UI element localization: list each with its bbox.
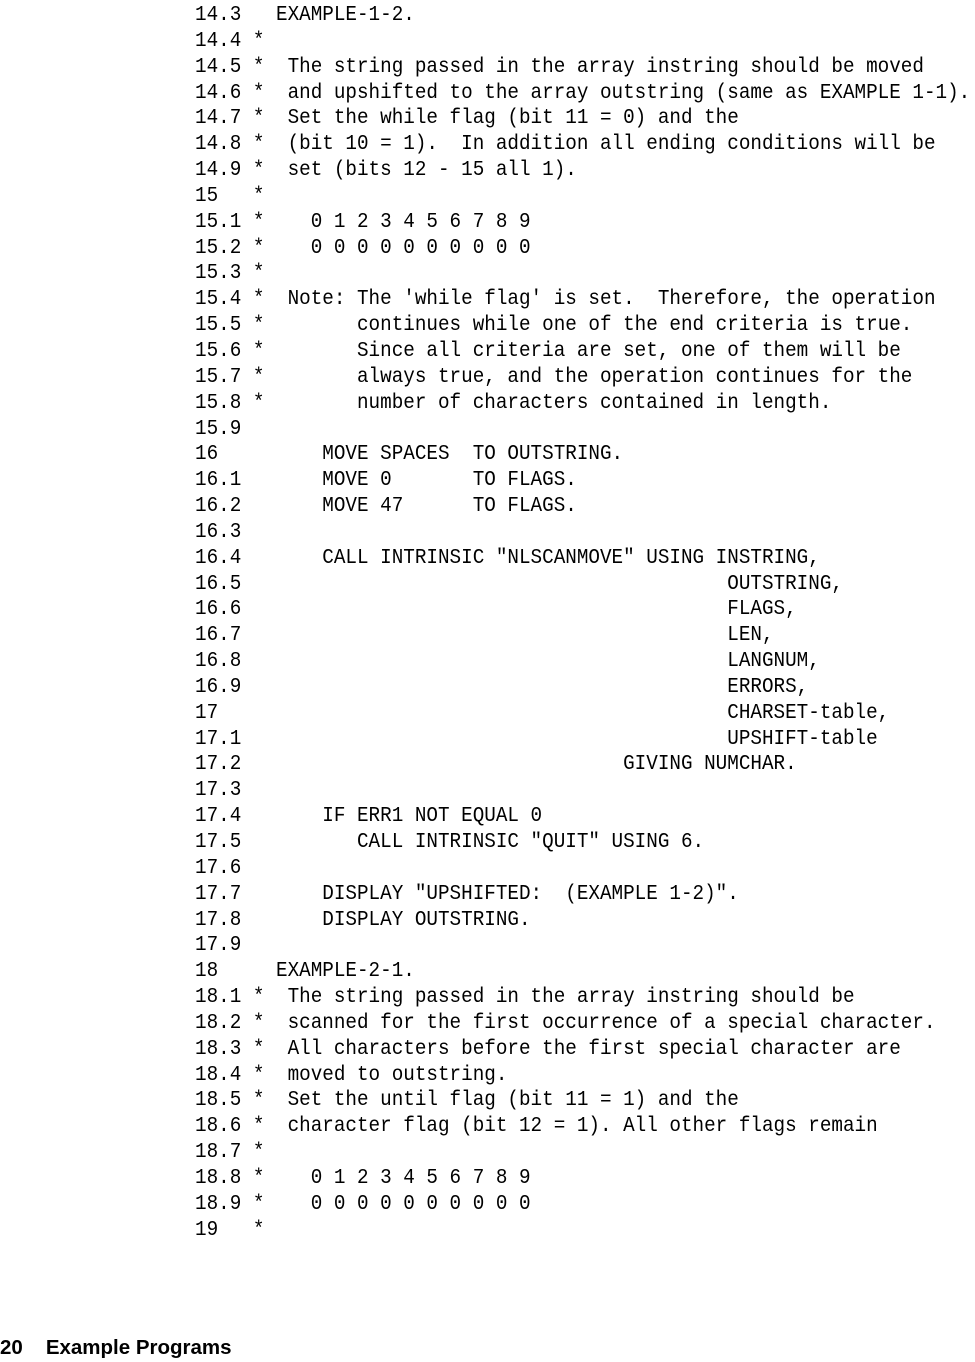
code-line: 18.7 * [195, 1139, 265, 1164]
code-line: 18 EXAMPLE-2-1. [195, 958, 415, 983]
code-line: 14.6 * and upshifted to the array outstring (same as EXAMPLE 1-1). [195, 79, 971, 105]
code-line: 16.2 MOVE 47 TO FLAGS. [195, 493, 577, 518]
code-line: 15.8 * number of characters contained in length. [195, 389, 832, 415]
code-line: 18.4 * moved to outstring. [195, 1061, 508, 1087]
code-line: 18.3 * All characters before the first special character are [195, 1035, 901, 1061]
code-line: 17.9 [195, 932, 242, 958]
code-line: 15.6 * Since all criteria are set, one of them will be [195, 338, 901, 363]
footer-section-title: Example Programs [45, 1336, 232, 1359]
code-line: 16.6 FLAGS, [195, 596, 797, 622]
code-line: 17.6 [195, 854, 242, 880]
code-line: 16.1 MOVE 0 TO FLAGS. [195, 467, 577, 492]
code-line: 14.9 * set (bits 12 - 15 all 1). [195, 157, 577, 182]
page-number: 20 [0, 1336, 23, 1359]
code-line: 17.5 CALL INTRINSIC "QUIT" USING 6. [195, 829, 705, 854]
code-line: 18.2 * scanned for the first occurrence of a special character. [195, 1010, 936, 1035]
code-line: 16.7 LEN, [195, 622, 774, 648]
code-line: 17.4 IF ERR1 NOT EQUAL 0 [195, 803, 543, 828]
code-listing [195, 1, 970, 1242]
code-line: 14.5 * The string passed in the array instring should be moved [195, 53, 924, 79]
code-line: 15.5 * continues while one of the end criteria is true. [195, 312, 913, 337]
code-line: 15.9 [195, 415, 242, 441]
code-line: 15 * [195, 183, 265, 208]
code-line: 16.4 CALL INTRINSIC "NLSCANMOVE" USING INSTRING, [195, 544, 820, 570]
code-line: 15.4 * Note: The 'while flag' is set. Therefore, the operation [195, 286, 936, 312]
code-line: 18.6 * character flag (bit 12 = 1). All other flags remain [195, 1113, 878, 1139]
code-line: 15.3 * [195, 260, 265, 286]
code-line: 18.1 * The string passed in the array instring should be [195, 984, 855, 1009]
page-footer [0, 1336, 232, 1360]
code-line: 16.8 LANGNUM, [195, 648, 820, 673]
code-line: 14.8 * (bit 10 = 1). In addition all ending conditions will be [195, 131, 936, 156]
code-line: 18.5 * Set the until flag (bit 11 = 1) and the [195, 1087, 739, 1113]
code-line: 15.2 * 0 0 0 0 0 0 0 0 0 0 [195, 234, 531, 260]
code-line: 17.8 DISPLAY OUTSTRING. [195, 906, 531, 932]
code-line: 17.1 UPSHIFT-table [195, 725, 878, 751]
code-line: 17.7 DISPLAY "UPSHIFTED: (EXAMPLE 1-2)". [195, 880, 739, 906]
code-line: 18.8 * 0 1 2 3 4 5 6 7 8 9 [195, 1165, 531, 1190]
code-line: 17.3 [195, 777, 242, 803]
code-line: 15.7 * always true, and the operation continues for the [195, 363, 913, 389]
code-line: 15.1 * 0 1 2 3 4 5 6 7 8 9 [195, 208, 531, 234]
code-line: 17 CHARSET-table, [195, 699, 890, 725]
code-line: 14.7 * Set the while flag (bit 11 = 0) and the [195, 105, 739, 131]
code-line: 16.3 [195, 518, 242, 544]
code-line: 18.9 * 0 0 0 0 0 0 0 0 0 0 [195, 1190, 531, 1216]
code-line: 16.9 ERRORS, [195, 674, 809, 699]
code-line: 16.5 OUTSTRING, [195, 570, 843, 596]
code-line: 19 * [195, 1216, 265, 1242]
code-line: 14.4 * [195, 27, 265, 53]
code-line: 16 MOVE SPACES TO OUTSTRING. [195, 441, 624, 467]
code-line: 17.2 GIVING NUMCHAR. [195, 751, 797, 777]
code-line: 14.3 EXAMPLE-1-2. [195, 2, 415, 27]
